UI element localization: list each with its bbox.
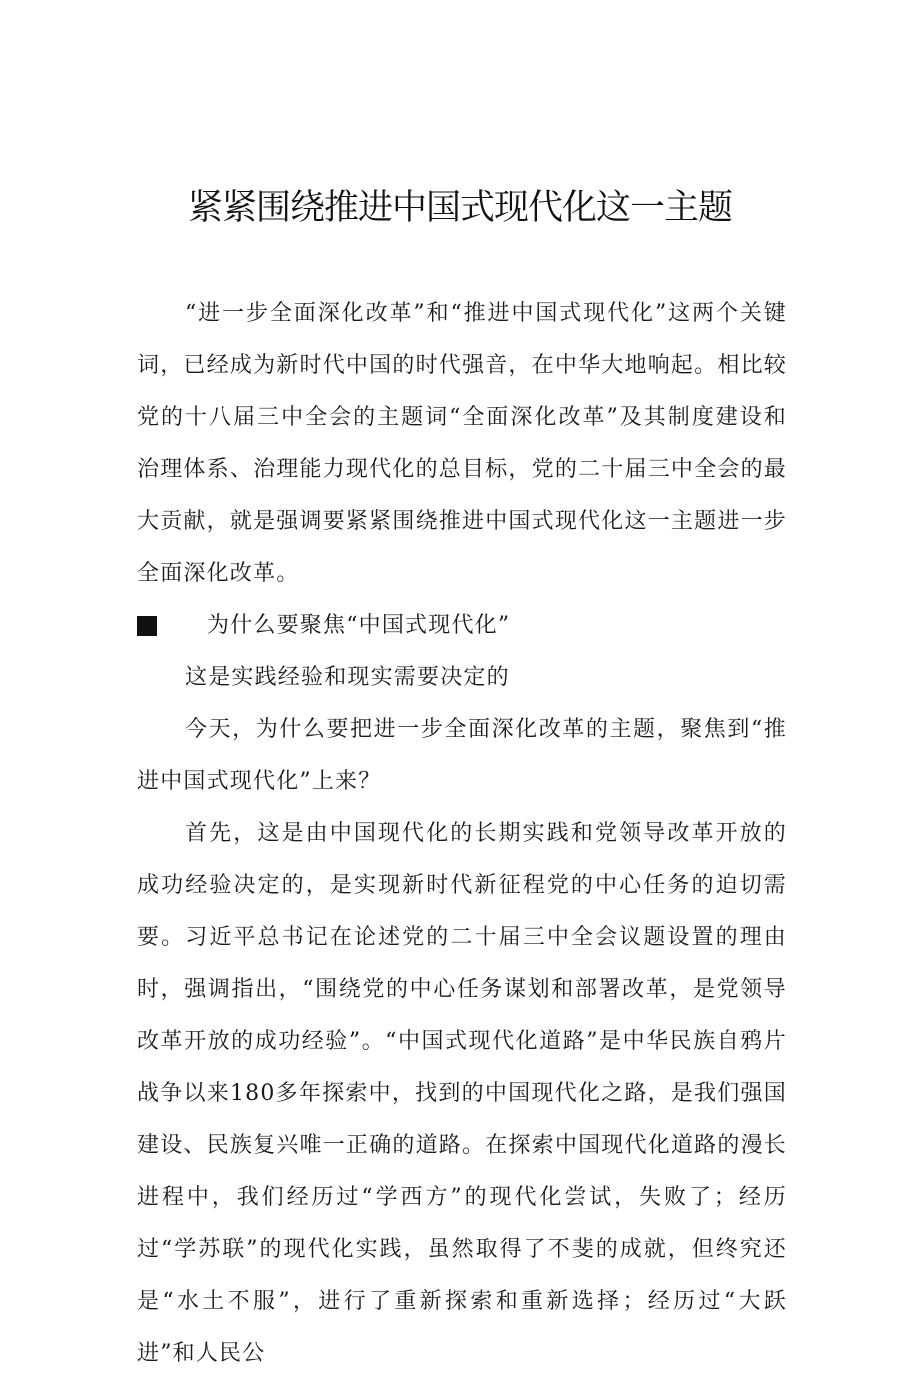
document-body <box>137 288 787 1380</box>
section-heading <box>137 600 787 652</box>
paragraph-first-reason: 首先，这是由中国现代化的长期实践和党领导改革开放的成功经验决定的，是实现新时代新征程党的中心任务的迫切需要。习近平总书记在论述党的二十届三中全会议题设置的理由时，强调指出，“围绕党的中心任务谋划和部署改革，是党领导改革开放的成功经验”。“中国式现代化道路”是中华民族自鸦片战争以来180多年探索中，找到的中国现代化之路，是我们强国建设、民族复兴唯一正确的道路。在探索中国现代化道路的漫长进程中，我们经历过“学西方”的现代化尝试，失败了；经历过“学苏联”的现代化实践，虽然取得了不斐的成就，但终究还是“水土不服”，进行了重新探索和重新选择；经历过“大跃进”和人民公 <box>137 821 787 1366</box>
paragraph-question: 今天，为什么要把进一步全面深化改革的主题，聚焦到“推进中国式现代化”上来？ <box>137 717 787 794</box>
section-subheading: 这是实践经验和现实需要决定的 <box>185 665 510 690</box>
section-heading-text: 为什么要聚焦“中国式现代化” <box>207 613 511 638</box>
document-title: 紧紧围绕推进中国式现代化这一主题 <box>187 188 732 228</box>
paragraph-intro: “进一步全面深化改革”和“推进中国式现代化”这两个关键词，已经成为新时代中国的时代强音，在中华大地响起。相比较党的十八届三中全会的主题词“全面深化改革”及其制度建设和治理体系、治理能力现代化的总目标，党的二十届三中全会的最大贡献，就是强调要紧紧围绕推进中国式现代化这一主题进一步全面深化改革。 <box>137 301 787 586</box>
black-square-icon <box>137 616 157 636</box>
